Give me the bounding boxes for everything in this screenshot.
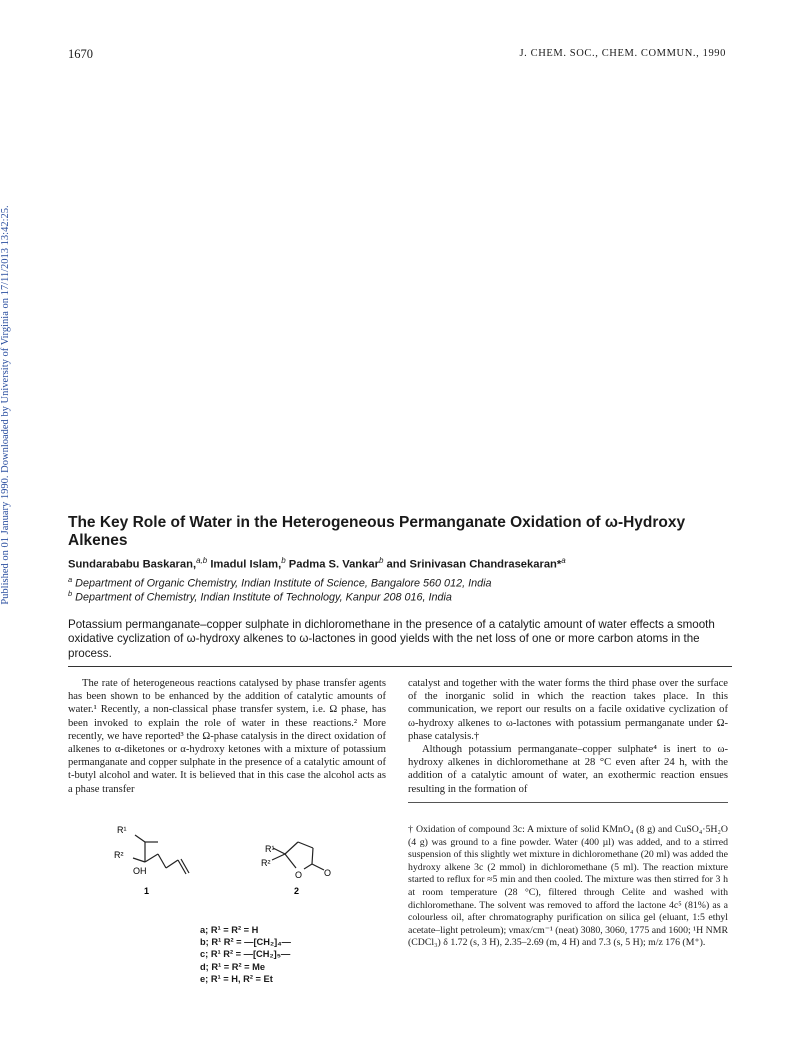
author-affil-mark: b bbox=[281, 556, 286, 565]
ring-oxygen-label: O bbox=[295, 870, 303, 880]
author-name: Padma S. Vankar bbox=[288, 558, 379, 571]
author-affil-mark: a bbox=[561, 556, 566, 565]
body-paragraph: Although potassium permanganate–copper sulphate⁴ is inert to ω-hydroxy alkenes in dichloromethane at 28 °C even after 24 h, with the addition of a catalytic amount of water, an exothermic reaction ensues resulting in the formation of bbox=[408, 744, 728, 795]
author-affil-mark: b bbox=[378, 556, 384, 565]
author-name: and Srinivasan Chandrasekaran* bbox=[386, 558, 562, 571]
affil-mark: b bbox=[68, 589, 73, 598]
r2-label: R² bbox=[114, 850, 124, 860]
author-name: Imadul Islam, bbox=[210, 558, 282, 571]
carbonyl-oxygen-label: O bbox=[324, 868, 332, 878]
body-paragraph: The rate of heterogeneous reactions catalysed by phase transfer agents has been shown to be enhanced by the addition of catalytic amounts of water.¹ Recently, a non-classical phase transfer system, i.e. Ω phase, has been invoked to explain the role of water in these reactions.² More recently, we have reported³ the Ω-phase catalysis in the direct oxidation of alkenes to α-diketones or α-hydroxy ketones with a mixture of potassium permanganate and copper sulphate in the presence of a catalytic amount of t-butyl alcohol and water. It is believed that in this case the alcohol acts as a phase transfer bbox=[68, 678, 386, 795]
affil-mark: a bbox=[68, 575, 73, 584]
affil-text: Department of Organic Chemistry, Indian Institute of Science, Bangalore 560 012, India bbox=[75, 577, 492, 590]
oh-label: OH bbox=[133, 866, 147, 876]
affil-text: Department of Chemistry, Indian Institute of Technology, Kanpur 208 016, India bbox=[75, 591, 452, 604]
divider bbox=[68, 666, 732, 667]
key-entry: e; R¹ = H, R² = Et bbox=[200, 973, 273, 984]
r1-label: R¹ bbox=[117, 825, 127, 835]
key-entry: d; R¹ = R² = Me bbox=[200, 961, 266, 972]
key-entry: c; R¹ R² = —[CH₂]₅— bbox=[200, 949, 291, 960]
compound-1-label: 1 bbox=[144, 886, 150, 896]
article-title: The Key Role of Water in the Heterogeneous Permanganate Oxidation of ω-Hydroxy Alkenes bbox=[68, 514, 686, 549]
substituent-key bbox=[200, 924, 400, 985]
footnote: † Oxidation of compound 3c: A mixture of solid KMnO₄ (8 g) and CuSO₄·5H₂O (4 g) was ground to a fine powder. Water (400 µl) was added, and to a stirred suspension of this slightly wet mixture in dichloromethane (20 ml) was added the hydroxy alkene 3c (2 mmol) in dichloromethane (5 ml). The reaction mixture started to reflux for ≈5 min and then cooled. The mixture was then stirred for 3 h at room temperature (28 °C), filtered through Celite and washed with dichloromethane. The solvent was removed to afford the lactone 4c⁵ (81%) as a colourless oil, after chromatography purification on silica gel (eluant, 1:5 ethyl acetate–light petroleum); νmax/cm⁻¹ (neat) 3080, 3060, 1775 and 1600; ¹H NMR (CDCl₃) δ 1.72 (s, 3 H), 2.35–2.69 (m, 4 H) and 7.3 (s, 5 H); m/z 176 (M⁺). bbox=[408, 824, 728, 949]
abstract: Potassium permanganate–copper sulphate in dichloromethane in the presence of a catalytic amount of water effects a smooth oxidative cyclization of ω-hydroxy alkenes to ω-lactones in good yields with the net loss of one or more carbon atoms in the process. bbox=[68, 618, 715, 660]
author-name: Sundarababu Baskaran, bbox=[68, 558, 197, 571]
publication-sidebar-note: Published on 01 January 1990. Downloaded by University of Virginia on 17/11/2013 13:42:25. bbox=[0, 205, 11, 605]
compound-2-label: 2 bbox=[294, 886, 300, 896]
key-entry: b; R¹ R² = —[CH₂]₄— bbox=[200, 937, 291, 948]
r1-label: R¹ bbox=[265, 844, 275, 854]
footnote-divider bbox=[408, 802, 728, 803]
affiliation-b bbox=[68, 589, 738, 604]
body-column-left bbox=[68, 677, 386, 796]
r2-label: R² bbox=[261, 858, 271, 868]
body-paragraph: catalyst and together with the water forms the third phase over the surface of the inorganic solid in which the reaction takes place. In this communication, we report our results on a facile oxidative cyclization of ω-hydroxy alkenes to ω-lactones with potassium permanganate under Ω-phase catalysis.† bbox=[408, 678, 728, 742]
journal-running-head: J. CHEM. SOC., CHEM. COMMUN., 1990 bbox=[519, 48, 726, 59]
page-number: 1670 bbox=[68, 47, 93, 61]
affiliation-a bbox=[68, 575, 738, 590]
author-list bbox=[68, 556, 738, 571]
author-affil-mark: a,b bbox=[196, 556, 208, 565]
body-column-right bbox=[408, 677, 728, 796]
key-entry: a; R¹ = R² = H bbox=[200, 925, 259, 935]
compound-2-structure bbox=[272, 842, 324, 870]
